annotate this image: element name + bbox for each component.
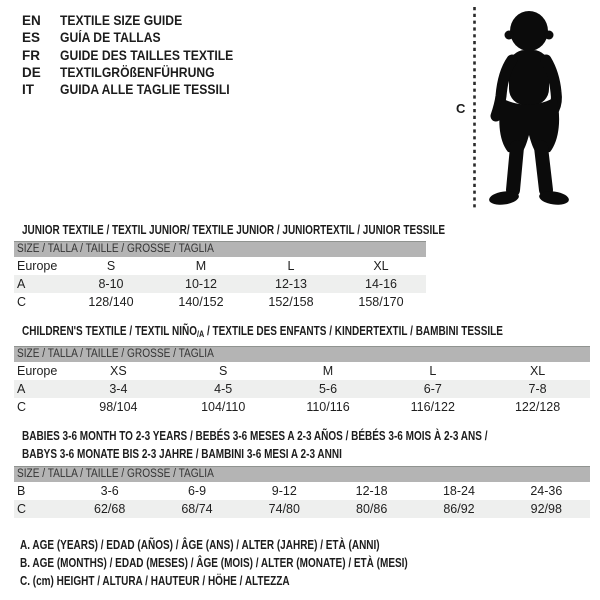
lang-row-es	[22, 29, 253, 46]
table-cell: 8-10	[98, 277, 124, 291]
table-cell: 158/170	[358, 295, 404, 309]
babies-table-title: BABIES 3-6 MONTH TO 2-3 YEARS / BEBÉS 3-6 MESES A 2-3 AÑOS / BÉBÉS 3-6 MOIS À 2-3 ANS / BABYS 3-6 MONATE BIS 2-3 JAHRE / BAMBINI 3-6 MESI A 2-3 ANNI	[22, 429, 488, 461]
lang-code: IT	[22, 82, 34, 98]
table-cell: 14-16	[365, 277, 397, 291]
table-cell: 62/68	[94, 502, 126, 516]
table-row-europe	[14, 257, 426, 275]
table-cell: S	[106, 259, 116, 273]
table-cell: XL	[529, 364, 546, 378]
table-row-height	[14, 500, 590, 518]
table-row-age	[14, 275, 426, 293]
footnote-age-years: A. AGE (YEARS) / EDAD (AÑOS) / ÂGE (ANS) / ALTER (JAHRE) / ETÀ (ANNI)	[20, 538, 380, 552]
table-cell: 68/74	[181, 502, 213, 516]
table-cell: XL	[373, 259, 389, 273]
table-cell: 86/92	[443, 502, 475, 516]
table-cell: S	[219, 364, 228, 378]
baby-silhouette-icon	[484, 8, 576, 211]
legend-footnotes	[20, 536, 505, 590]
row-label: Europe	[17, 259, 58, 273]
table-cell: 116/122	[410, 400, 455, 414]
lang-code: DE	[22, 64, 41, 80]
row-label: Europe	[17, 364, 58, 378]
table-row-age	[14, 380, 590, 398]
table-row-height	[14, 293, 426, 311]
lang-label: GUIDA ALLE TAGLIE TESSILI	[60, 82, 230, 98]
row-label: C	[17, 295, 27, 309]
lang-code: ES	[22, 30, 41, 46]
table-cell: 5-6	[318, 382, 338, 396]
table-row-height	[14, 398, 590, 416]
language-list	[22, 12, 253, 98]
table-cell: 128/140	[88, 295, 134, 309]
table-cell: 7-8	[528, 382, 547, 396]
table-cell: M	[195, 259, 207, 273]
height-measure-dashed-line	[472, 7, 478, 211]
table-row-europe	[14, 362, 590, 380]
table-cell: M	[322, 364, 334, 378]
lang-label: TEXTILE SIZE GUIDE	[60, 13, 183, 28]
table-cell: 6-7	[423, 382, 442, 396]
footnote-age-months: B. AGE (MONTHS) / EDAD (MESES) / ÂGE (MOIS) / ALTER (MONATE) / ETÀ (MESI)	[20, 556, 408, 570]
table-cell: 3-4	[109, 382, 128, 396]
table-cell: 9-12	[271, 484, 297, 498]
junior-table-title: JUNIOR TEXTILE / TEXTIL JUNIOR/ TEXTILE JUNIOR / JUNIORTEXTIL / JUNIOR TESSILE	[22, 223, 446, 237]
lang-row-fr	[22, 47, 253, 64]
table-cell: 92/98	[530, 502, 562, 516]
table-cell: 12-18	[355, 484, 388, 498]
table-cell: 24-36	[530, 484, 563, 498]
size-header-band: SIZE / TALLA / TAILLE / GRÖSSE / TAGLIA	[14, 241, 426, 257]
height-measure-label: C	[456, 101, 466, 116]
lang-code: FR	[22, 47, 40, 63]
row-label: B	[17, 484, 26, 498]
children-table-title: CHILDREN'S TEXTILE / TEXTIL NIÑO/A / TEXTILE DES ENFANTS / KINDERTEXTIL / BAMBINI TESSILE	[22, 324, 503, 339]
junior-size-table	[14, 241, 426, 311]
babies-size-table	[14, 466, 590, 518]
footnote-height-cm: C. (cm) HEIGHT / ALTURA / HAUTEUR / HÖHE / ALTEZZA	[20, 574, 290, 588]
table-cell: 18-24	[442, 484, 475, 498]
table-cell: 6-9	[187, 484, 207, 498]
table-cell: 140/152	[178, 295, 224, 309]
size-header-band: SIZE / TALLA / TAILLE / GRÖSSE / TAGLIA	[14, 466, 590, 482]
table-cell: 10-12	[185, 277, 217, 291]
table-cell: 80/86	[356, 502, 388, 516]
lang-label: GUIDE DES TAILLES TEXTILE	[60, 47, 234, 63]
children-size-table	[14, 346, 590, 416]
table-cell: 3-6	[100, 484, 119, 498]
row-label: C	[17, 502, 27, 516]
table-cell: 122/128	[514, 400, 561, 414]
table-cell: 110/116	[306, 400, 350, 414]
row-label: C	[17, 400, 27, 414]
table-cell: 152/158	[268, 295, 314, 309]
lang-row-en	[22, 12, 253, 29]
table-cell: 12-13	[275, 277, 307, 291]
lang-label: GUÍA DE TALLAS	[60, 30, 161, 46]
lang-label: TEXTILGRÖßENFÜHRUNG	[60, 64, 215, 80]
row-label: A	[17, 277, 26, 291]
table-cell: 74/80	[268, 502, 300, 516]
table-cell: 4-5	[214, 382, 233, 396]
table-cell: 104/110	[201, 400, 246, 414]
table-cell: L	[429, 364, 437, 378]
row-label: A	[17, 382, 26, 396]
lang-code: EN	[22, 13, 41, 28]
lang-row-it	[22, 81, 253, 98]
lang-row-de	[22, 64, 253, 81]
table-row-age-months	[14, 482, 590, 500]
table-cell: 98/104	[99, 400, 138, 414]
size-header-band: SIZE / TALLA / TAILLE / GRÖSSE / TAGLIA	[14, 346, 590, 362]
table-cell: XS	[110, 364, 127, 378]
table-cell: L	[287, 259, 295, 273]
